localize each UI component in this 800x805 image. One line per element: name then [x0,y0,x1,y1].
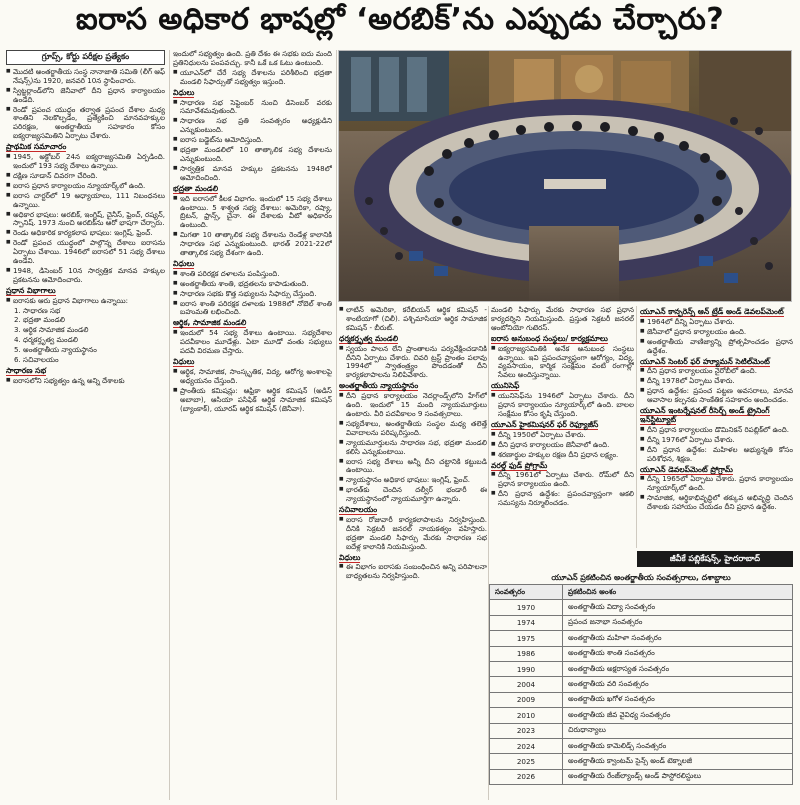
list-item: ■ ఇది ఐరాసలో కీలక విభాగం. ఇందులో 15 సభ్య దేశాలు ఉంటాయి. 5 శాశ్వత సభ్య దేశాలు: అమెరికా, రష్యా, బ్రిటన్, ఫ్రాన్స్, చైనా. ఈ దేశాలకు వీటో అధికారం ఉంటుంది. [173,195,332,231]
year-cell: 2010 [490,708,563,723]
table-title: యూఎన్ ప్రకటించిన అంతర్జాతీయ సంవత్సరాలు, దశాబ్దాలు [551,573,731,582]
security-council-photo [338,50,792,302]
intro-paragraph: ■ మొదటి అంతర్జాతీయ సంస్థ నానాజాతి సమితి (లీగ్ ఆఫ్ నేషన్స్)ను 1920, జనవరి 10న స్థాపించారు. [6,68,165,86]
section-box-title: గ్రూప్స్, కోర్టు పరీక్షల ప్రత్యేకం [6,50,165,65]
subheading: సచివాలయం [339,505,378,515]
list-item: ■ దీని ప్రధాన ఉద్దేశం: మహిళల అభ్యున్నతి కోసం పరిశోధన, శిక్షణ. [640,446,793,464]
column-5 [640,306,793,548]
list-item: ■ సామాజిక, ఆర్థికాభివృద్ధిలో తక్కువ అభివృద్ధి చెందిన దేశాలకు సహాయం చేయడం దీని ప్రధాన ఉద్దేశం. [640,494,793,512]
paragraph: ఇందులో సభ్యత్వం ఉంది. ప్రతి దేశం ఈ సభకు ఐదు మంది ప్రతినిధులను పంపవచ్చు. కానీ ఒకే ఒక ఓటు ఉంటుంది. [173,50,332,67]
list-item: ■ యూఎన్‌లో చేరే సభ్య దేశాలను పరిశీలించి భద్రతా మండలి సిఫార్సుతో సభ్యత్వం ఇస్తుంది. [173,69,332,87]
council-chamber-image [339,51,792,302]
table-row [490,646,793,661]
subheading: యునిసెఫ్ [491,381,520,391]
list-item: ■ ఆర్థిక, సామాజిక, సాంస్కృతిక, విద్య, ఆరోగ్య అంశాలపై అధ్యయనం చేస్తుంది. [173,368,332,386]
list-item: ■ సాధారణ సభ ప్రతి సంవత్సరం అధ్యక్షుడిని ఎన్నుకుంటుంది. [173,117,332,135]
subheading: ధర్మకర్తృత్వ మండలి [339,333,399,343]
column-3 [339,306,487,800]
theme-cell: చిరుధాన్యాలు [563,723,793,738]
theme-cell: అంతర్జాతీయ వరి సంవత్సరం [563,677,793,692]
list-item: ■ ఐరాస శాంతి పరిరక్షక దళాలకు 1988లో నోబెల్ శాంతి బహుమతి లభించింది. [173,300,332,318]
year-cell: 2023 [490,723,563,738]
list-item: ■ దీన్ని 1965లో ఏర్పాటు చేశారు. ప్రధాన కార్యాలయం న్యూయార్క్‌లో ఉంది. [640,475,793,493]
list-item: ■ 1948, డిసెంబర్ 10న సార్వత్రిక మానవ హక్కుల ప్రకటనను ఆమోదించారు. [6,267,165,285]
page-headline: ఐరాస అధికార భాషల్లో ‘అరబిక్’ను ఎప్పుడు చేర్చారు? [75,2,725,37]
list-item: ■ మిగతా 10 తాత్కాలిక సభ్య దేశాలను రెండేళ్ల కాలానికి సాధారణ సభ ఎన్నుకుంటుంది. భారత్ 2021-22లో తాత్కాలిక సభ్య దేశంగా ఉంది. [173,231,332,258]
subheading: యూఎన్ ఇంటర్నేషనల్ రీసెర్చ్ అండ్ ట్రైనింగ్ ఇన్‌స్టిట్యూట్ [640,406,770,424]
subheading: అంతర్జాతీయ న్యాయస్థానం [339,381,419,391]
organ-item: 1. సాధారణ సభ [14,305,61,315]
list-item: ■ దీని ప్రధాన కార్యాలయం నైరోబీలో ఉంది. [640,367,793,376]
list-item: ■ లాటిన్ అమెరికా, కరేబియన్ ఆర్థిక కమిషన్ - శాంటియాగో (చిలీ). పశ్చిమాసియా ఆర్థిక సామాజిక కమిషన్ - బీరుట్. [339,306,487,333]
list-item: ■ ఐరాస బడ్జెట్‌ను ఆమోదిస్తుంది. [173,136,332,145]
table-row [490,708,793,723]
year-cell: 1975 [490,631,563,646]
column-divider [636,306,637,548]
intro-paragraph: ■ స్విట్జర్లాండ్‌లోని జెనీవాలో దీని ప్రధాన కార్యాలయం ఉండేది. [6,87,165,105]
subheading: విధులు [173,258,195,268]
theme-cell: అంతర్జాతీయ మహిళా సంవత్సరం [563,631,793,646]
organ-item: 4. ధర్మకర్తృత్వ మండలి [14,335,79,345]
organ-item: 6. సచివాలయం [14,355,59,365]
intro-paragraph: ■ రెండో ప్రపంచ యుద్ధం తర్వాత ప్రపంచ దేశాల మధ్య శాంతిని నెలకొల్పడం, ప్రత్యేకించి మానవహక్కుల పరిరక్షణ, అంతర్జాతీయ సహకారం కోసం ఐక్యరాజ్యసమితిని ఏర్పాటు చేశారు. [6,106,165,142]
list-item: ■ దీని ప్రధాన కార్యాలయం డొమినికన్ రిపబ్లిక్‌లో ఉంది. [640,426,793,435]
subheading: ప్రధాన విభాగాలు [6,285,56,295]
column-header-theme: ప్రకటించిన అంశం [563,585,793,600]
list-item: ■ దీన్ని 1961లో ఏర్పాటు చేశారు. రోమ్‌లో దీని ప్రధాన కార్యాలయం ఉంది. [491,471,634,489]
column-1 [6,50,165,800]
organ-item: 3. ఆర్థిక సామాజిక మండలి [14,325,89,335]
year-cell: 2025 [490,754,563,769]
list-item: ■ దీన్ని 1976లో ఏర్పాటు చేశారు. [640,436,793,445]
list-item: ■ అధికార భాషలు: అరబిక్, ఇంగ్లిష్, చైనీస్, ఫ్రెంచ్, రష్యన్, స్పానిష్. 1973 నుంచి అరబిక్‌ను ఆరో భాషగా చేర్చారు. [6,211,165,229]
years-table [489,584,793,785]
subheading: ఆర్థిక, సామాజిక మండలి [173,318,247,328]
list-item: ■ ఐక్యరాజ్యసమితికి అనేక అనుబంధ సంస్థలు ఉన్నాయి. ఇవి ప్రపంచవ్యాప్తంగా ఆరోగ్యం, విద్య, వ్యవసాయం, కార్మిక సంక్షేమం వంటి రంగాల్లో సేవలు అందిస్తున్నాయి. [491,345,634,381]
column-4 [491,306,634,568]
organ-item: 5. అంతర్జాతీయ న్యాయస్థానం [14,345,97,355]
list-item: ■ ఐరాస రోజువారీ కార్యకలాపాలను నిర్వహిస్తుంది. దీనికి సెక్రటరీ జనరల్ నాయకత్వం వహిస్తారు. భద్రతా మండలి సిఫార్సు మేరకు సాధారణ సభ ఐదేళ్ల కాలానికి నియమిస్తుంది. [339,516,487,552]
theme-cell: అంతర్జాతీయ విద్యా సంవత్సరం [563,600,793,615]
list-item: ■ అంతర్జాతీయ వాణిజ్యాన్ని ప్రోత్సహించడం ప్రధాన ఉద్దేశం. [640,338,793,356]
theme-cell: ప్రపంచ జనాభా సంవత్సరం [563,615,793,630]
subheading: భద్రతా మండలి [173,183,219,193]
list-item: ■ సాధారణ సభకు కొత్త సభ్యులను సిఫార్సు చేస్తుంది. [173,290,332,299]
list-item: ■ సార్వత్రిక మానవ హక్కుల ప్రకటనను 1948లో ఆమోదించింది. [173,165,332,183]
year-cell: 1970 [490,600,563,615]
international-years-table [489,572,793,799]
list-item: ■ అంతర్జాతీయ శాంతి, భద్రతలను కాపాడుతుంది. [173,280,332,289]
list-item: ■ దీని ప్రధాన కార్యాలయం నెదర్లాండ్స్‌లోని హేగ్‌లో ఉంది. ఇందులో 15 మంది న్యాయమూర్తులు ఉంటారు. వీరి పదవీకాలం 9 సంవత్సరాలు. [339,392,487,419]
list-item: ■ ఐరాసకు ఆరు ప్రధాన విభాగాలు ఉన్నాయి: [6,297,165,306]
subheading: యూఎన్ కాన్ఫరెన్స్ ఆన్ ట్రేడ్ అండ్ డెవలప్‌మెంట్ [640,307,784,316]
column-header-year: సంవత్సరం [490,585,563,600]
list-item: ■ ఇందులో 54 సభ్య దేశాలు ఉంటాయి. సభ్యదేశాల పదవీకాలం మూడేళ్లు. ఏటా మూడో వంతు సభ్యులు పదవీ విరమణ చేస్తారు. [173,329,332,356]
list-item: ■ ఐరాస చార్టర్‌లో 19 అధ్యాయాలు, 111 నిబంధనలు ఉన్నాయి. [6,192,165,210]
publisher-byline: జీవీకే పబ్లికేషన్స్, హైదరాబాద్ [637,551,793,567]
subheading: సాధారణ సభ [6,366,47,375]
column-divider [169,50,170,800]
list-item: ■ రెండో ప్రపంచ యుద్ధంలో పాల్గొన్న దేశాలు ఐరాసను ఏర్పాటు చేశాయి. 1946లో ఐరాసలో 51 సభ్య దేశాలు ఉండేవి. [6,239,165,266]
list-item: ■ దీని ప్రధాన ఉద్దేశం: ప్రపంచవ్యాప్తంగా ఆకలి సమస్యను నిర్మూలించడం. [491,490,634,508]
list-item: ■ సభ్యదేశాలు, అంతర్జాతీయ సంస్థల మధ్య తలెత్తే వివాదాలను పరిష్కరిస్తుంది. [339,420,487,438]
list-item: ■ ఈ విభాగం ఐరాసకు సంబంధించిన అన్ని పరిపాలనా బాధ్యతలను నిర్వహిస్తుంది. [339,563,487,581]
list-item: ■ 1945, అక్టోబర్ 24న ఐక్యరాజ్యసమితి ఏర్పడింది. ఇందులో 193 సభ్య దేశాలు ఉన్నాయి. [6,153,165,171]
subheading: ఐరాస అనుబంధ సంస్థలు/ కార్యక్రమాలు [491,333,608,343]
list-item: ■ 1964లో దీన్ని ఏర్పాటు చేశారు. [640,318,793,327]
theme-cell: అంతర్జాతీయ రేంజ్‌ల్యాండ్స్ అండ్ పాస్టోరలిస్టులు [563,769,793,784]
list-item: ■ యునిసెఫ్‌ను 1946లో ఏర్పాటు చేశారు. దీని ప్రధాన కార్యాలయం న్యూయార్క్‌లో ఉంది. బాలల సంక్షేమం కోసం కృషి చేస్తుంది. [491,392,634,419]
list-item: ■ దీన్ని 1978లో ఏర్పాటు చేశారు. [640,377,793,386]
table-row [490,692,793,707]
theme-cell: అంతర్జాతీయ జీవ వైవిధ్య సంవత్సరం [563,708,793,723]
year-cell: 1974 [490,615,563,630]
subheading: యూఎన్ డెవలప్‌మెంట్ ప్రోగ్రామ్ [640,464,733,474]
list-item: ■ ఐరాసలోని సభ్యత్వం ఉన్న అన్ని దేశాలకు [6,377,165,386]
table-row [490,738,793,753]
subheading: విధులు [173,357,195,366]
year-cell: 2026 [490,769,563,784]
organ-item: 2. భద్రతా మండలి [14,315,65,325]
list-item: ■ న్యాయమూర్తులను సాధారణ సభ, భద్రతా మండలి కలిసి ఎన్నుకుంటాయి. [339,439,487,457]
table-header-row [490,585,793,600]
theme-cell: అంతర్జాతీయ శాంతి సంవత్సరం [563,646,793,661]
theme-cell: అంతర్జాతీయ ఖగోళ సంవత్సరం [563,692,793,707]
list-item: ■ ఐరాస ప్రధాన కార్యాలయం న్యూయార్క్‌లో ఉంది. [6,182,165,191]
subheading: విధులు [173,87,195,97]
list-item: ■ శరణార్థుల హక్కుల రక్షణ దీని ప్రధాన లక్ష్యం. [491,451,634,460]
year-cell: 2009 [490,692,563,707]
theme-cell: అంతర్జాతీయ క్వాంటమ్ సైన్స్ అండ్ టెక్నాలజీ [563,754,793,769]
list-item: ■ ప్రధాన ఉద్దేశం: ప్రపంచ పట్టణ అవసరాలు, మానవ ఆవాసాల కల్పనకు సాంకేతిక సహకారం అందించడం. [640,387,793,405]
table-row [490,600,793,615]
table-row [490,631,793,646]
table-row [490,615,793,630]
subheading: విధులు [339,552,361,562]
year-cell: 1990 [490,661,563,676]
table-row [490,723,793,738]
year-cell: 1986 [490,646,563,661]
list-item: ■ భారత్‌కు చెందిన దల్వీర్ భండారీ ఈ న్యాయస్థానంలో న్యాయమూర్తిగా ఉన్నారు. [339,486,487,504]
list-item: ■ దక్షిణ సూడాన్ చివరగా చేరింది. [6,172,165,181]
list-item: ■ దీని ప్రధాన కార్యాలయం జెనీవాలో ఉంది. [491,441,634,450]
list-item: ■ స్వయం పాలన లేని ప్రాంతాలను పర్యవేక్షించడానికి దీనిని ఏర్పాటు చేశారు. చివరి ట్రస్ట్ ప్రాంతం పలావు 1994లో స్వాతంత్ర్యం పొందడంతో దీని కార్యకలాపాలను నిలిపివేశారు. [339,345,487,381]
table-row [490,677,793,692]
list-item: ■ సాధారణ సభ సెప్టెంబర్ నుంచి డిసెంబర్ వరకు సమావేశమవుతుంది. [173,99,332,117]
column-divider [336,50,337,800]
list-item: ■ జెనీవాలో ప్రధాన కార్యాలయం ఉంది. [640,328,793,337]
list-item: ■ ఐరాస సభ్య దేశాలు అన్నీ దీని చట్టానికి కట్టుబడి ఉంటాయి. [339,458,487,476]
subheading: యూఎన్ సెంటర్ ఫర్ హ్యూమన్ సెటిల్‌మెంట్ [640,356,770,366]
list-item: ■ భద్రతా మండలిలో 10 తాత్కాలిక సభ్య దేశాలను ఎన్నుకుంటుంది. [173,146,332,164]
subheading: యూఎన్ హైకమిషనర్ ఫర్ రెఫ్యూజీస్ [491,419,599,429]
theme-cell: అంతర్జాతీయ కామెలిడ్స్ సంవత్సరం [563,738,793,753]
year-cell: 2004 [490,677,563,692]
list-item: ■ శాంతి పరిరక్షక దళాలను పంపిస్తుంది. [173,270,332,279]
list-item: ■ న్యాయస్థానం అధికార భాషలు: ఇంగ్లిష్, ఫ్రెంచ్. [339,476,487,485]
theme-cell: అంతర్జాతీయ అక్షరాస్యత సంవత్సరం [563,661,793,676]
list-item: ■ దీన్ని 1950లో ఏర్పాటు చేశారు. [491,431,634,440]
table-row [490,769,793,784]
paragraph: మండలి సిఫార్సు మేరకు సాధారణ సభ ప్రధాన కార్యదర్శిని నియమిస్తుంది. ప్రస్తుత సెక్రటరీ జనరల్ ఆంటోనియో గుటెరస్. [491,306,634,332]
subheading: వరల్డ్ ఫుడ్ ప్రోగ్రామ్ [491,460,548,470]
table-row [490,661,793,676]
table-row [490,754,793,769]
list-item: ■ రెండు అధికారిక కార్యకలాప భాషలు: ఇంగ్లిష్, ఫ్రెంచ్. [6,229,165,238]
year-cell: 2024 [490,738,563,753]
list-item: ■ ప్రాంతీయ కమిషన్లు: ఆఫ్రికా ఆర్థిక కమిషన్ (అడిస్ అబాబా), ఆసియా పసిఫిక్ ఆర్థిక సామాజిక కమిషన్ (బ్యాంకాక్), యూరప్ ఆర్థిక కమిషన్ (జెనీవా). [173,387,332,414]
column-2 [173,50,332,800]
subheading: ప్రాథమిక సమాచారం [6,142,67,152]
